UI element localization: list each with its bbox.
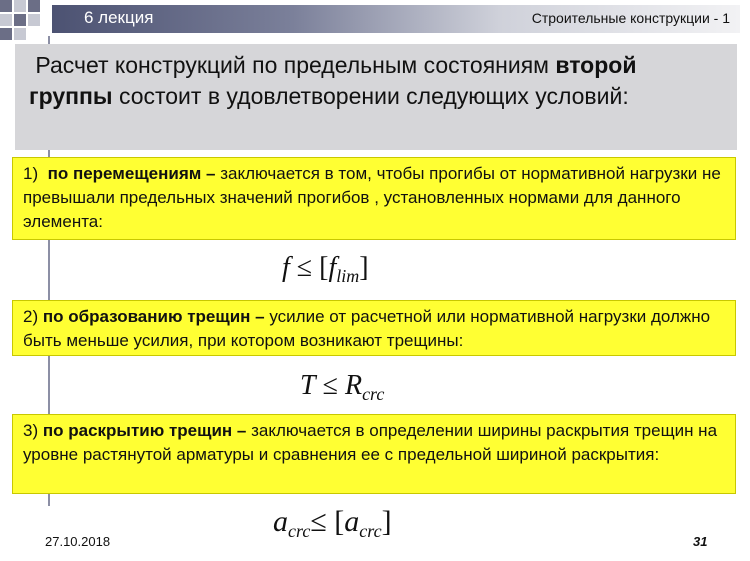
formula-bracket-open: [ <box>334 505 345 538</box>
formula-sub: crc <box>362 384 385 404</box>
formula-var: f <box>328 252 337 283</box>
formula-crack-formation <box>300 370 384 405</box>
decorative-squares <box>0 0 60 48</box>
formula-op: ≤ <box>296 252 313 283</box>
formula-bracket-close: ] <box>359 252 369 283</box>
intro-bold: второй группы <box>29 52 637 109</box>
condition-number: 3) <box>23 421 39 440</box>
condition-title: по образованию трещин – <box>42 307 265 326</box>
formula-sub: crc <box>359 521 382 541</box>
slide-date: 27.10.2018 <box>45 534 111 549</box>
formula-var: a <box>344 505 360 538</box>
formula-bracket-close: ] <box>381 505 392 538</box>
condition-text: заключается в определении ширины раскрытия трещин на уровне растянутой арматуры и сравнения ее с предельной шириной раскрытия: <box>23 421 718 464</box>
condition-3 <box>12 414 736 494</box>
page-number: 31 <box>693 534 708 549</box>
formula-deflection <box>282 252 369 287</box>
condition-text: заключается в том, чтобы прогибы от нормативной нагрузки не превышали предельных значений прогибов , установленных нормами для данного элемента: <box>23 164 721 231</box>
formula-var: R <box>344 370 363 401</box>
formula-bracket-open: [ <box>319 252 329 283</box>
formula-op: ≤ <box>310 505 327 538</box>
condition-title: по перемещениям – <box>47 164 216 183</box>
condition-text: усилие от расчетной или нормативной нагрузки должно быть меньше усилия, при котором возникают трещины: <box>23 307 711 350</box>
condition-title: по раскрытию трещин – <box>42 421 247 440</box>
condition-2 <box>12 300 736 356</box>
lecture-label: 6 лекция <box>84 8 154 27</box>
intro-part2: состоит в удовлетворении следующих условий: <box>118 83 629 109</box>
condition-number: 1) <box>23 164 39 183</box>
condition-1 <box>12 157 736 240</box>
formula-lhs: a <box>273 505 288 538</box>
intro-box <box>15 44 737 150</box>
formula-crack-opening <box>273 505 392 542</box>
intro-part1: Расчет конструкций по предельным состояниям <box>35 52 549 78</box>
formula-op: ≤ <box>322 370 338 401</box>
course-title: Строительные конструкции - 1 <box>531 10 730 26</box>
formula-lhs: T <box>300 370 316 401</box>
formula-lhs-sub: crc <box>288 521 311 541</box>
condition-number: 2) <box>23 307 39 326</box>
formula-lhs: f <box>282 252 290 283</box>
formula-sub: lim <box>336 266 360 286</box>
intro-text <box>29 50 723 112</box>
